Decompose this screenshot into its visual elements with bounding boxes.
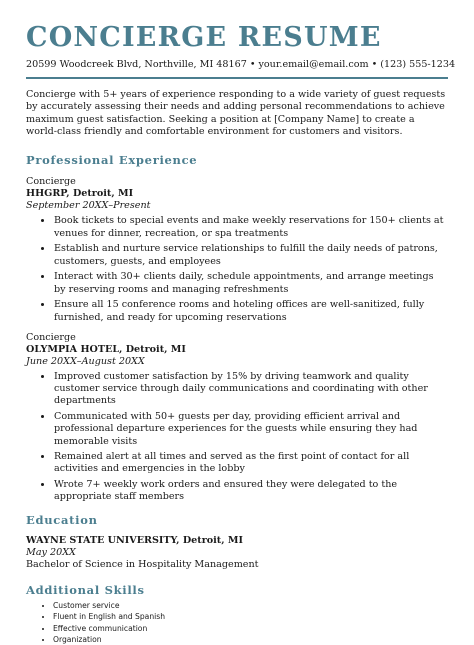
graduation-date: May 20XX <box>26 546 76 558</box>
header-divider <box>26 77 448 79</box>
job-dates: September 20XX–Present <box>26 200 151 212</box>
bullet-item: • Communicated with 50+ guests per day, providing efficient arrival and professional departure experiences for the guests while ensuring they had memorable visits <box>53 411 448 447</box>
section-title-education: Education <box>26 512 98 527</box>
section-title-skills: Additional Skills <box>26 583 145 598</box>
job-role: Concierge <box>26 175 76 187</box>
school-name: WAYNE STATE UNIVERSITY, Detroit, MI <box>26 534 244 546</box>
education-entry <box>26 535 448 572</box>
bullet-item: • Establish and nurture service relationships to fulfill the daily needs of patrons, customers, guests, and employees <box>53 243 448 267</box>
summary-paragraph: Concierge with 5+ years of experience responding to a wide variety of guest requests by accurately assessing their needs and adding personal recommendations to achieve maximum guest satisfaction. Seeking a position at [Company Name] to create a world-class friendly and comfortable environment for customers and visitors. <box>26 88 446 138</box>
bullet-item: • Book tickets to special events and make weekly reservations for 150+ clients at venues for dinner, recreation, or spa treatments <box>53 215 448 239</box>
job-dates: June 20XX–August 20XX <box>26 356 145 368</box>
degree: Bachelor of Science in Hospitality Management <box>26 558 259 570</box>
job-bullets <box>26 215 448 323</box>
bullet-item: • Wrote 7+ weekly work orders and ensured they were delegated to the appropriate staff members <box>53 479 448 503</box>
resume-title: CONCIERGE RESUME <box>26 22 382 53</box>
email: your.email@email.com <box>258 59 369 70</box>
bullet-item: • Interact with 30+ clients daily, schedule appointments, and arrange meetings by reserving rooms and managing refreshments <box>53 271 448 295</box>
bullet-item: • Remained alert at all times and served as the first point of contact for all activities and emergencies in the lobby <box>53 451 448 475</box>
skill-item: • Effective communication <box>53 623 448 634</box>
contact-separator: • <box>249 59 256 70</box>
job-entry <box>26 176 448 324</box>
contact-line <box>26 58 456 71</box>
bullet-item: • Ensure all 15 conference rooms and hoteling offices are well-sanitized, fully furnished, and ready for upcoming reservations <box>53 299 448 323</box>
job-company: HHGRP, Detroit, MI <box>26 188 134 200</box>
skill-item: • Organization <box>53 634 448 645</box>
contact-separator: • <box>371 59 378 70</box>
bullet-item: • Improved customer satisfaction by 15% by driving teamwork and quality customer service through daily communications and coordinating with other departments <box>53 371 448 407</box>
skill-item: • Customer service <box>53 600 448 611</box>
skills-list <box>26 600 448 645</box>
section-title-experience: Professional Experience <box>26 152 198 167</box>
job-bullets <box>26 371 448 503</box>
phone: (123) 555-1234 <box>380 59 456 70</box>
job-entry <box>26 332 448 504</box>
job-company: OLYMPIA HOTEL, Detroit, MI <box>26 343 186 355</box>
address: 20599 Woodcreek Blvd, Northville, MI 48167 <box>26 59 247 70</box>
job-role: Concierge <box>26 331 76 343</box>
skill-item: • Fluent in English and Spanish <box>53 611 448 622</box>
